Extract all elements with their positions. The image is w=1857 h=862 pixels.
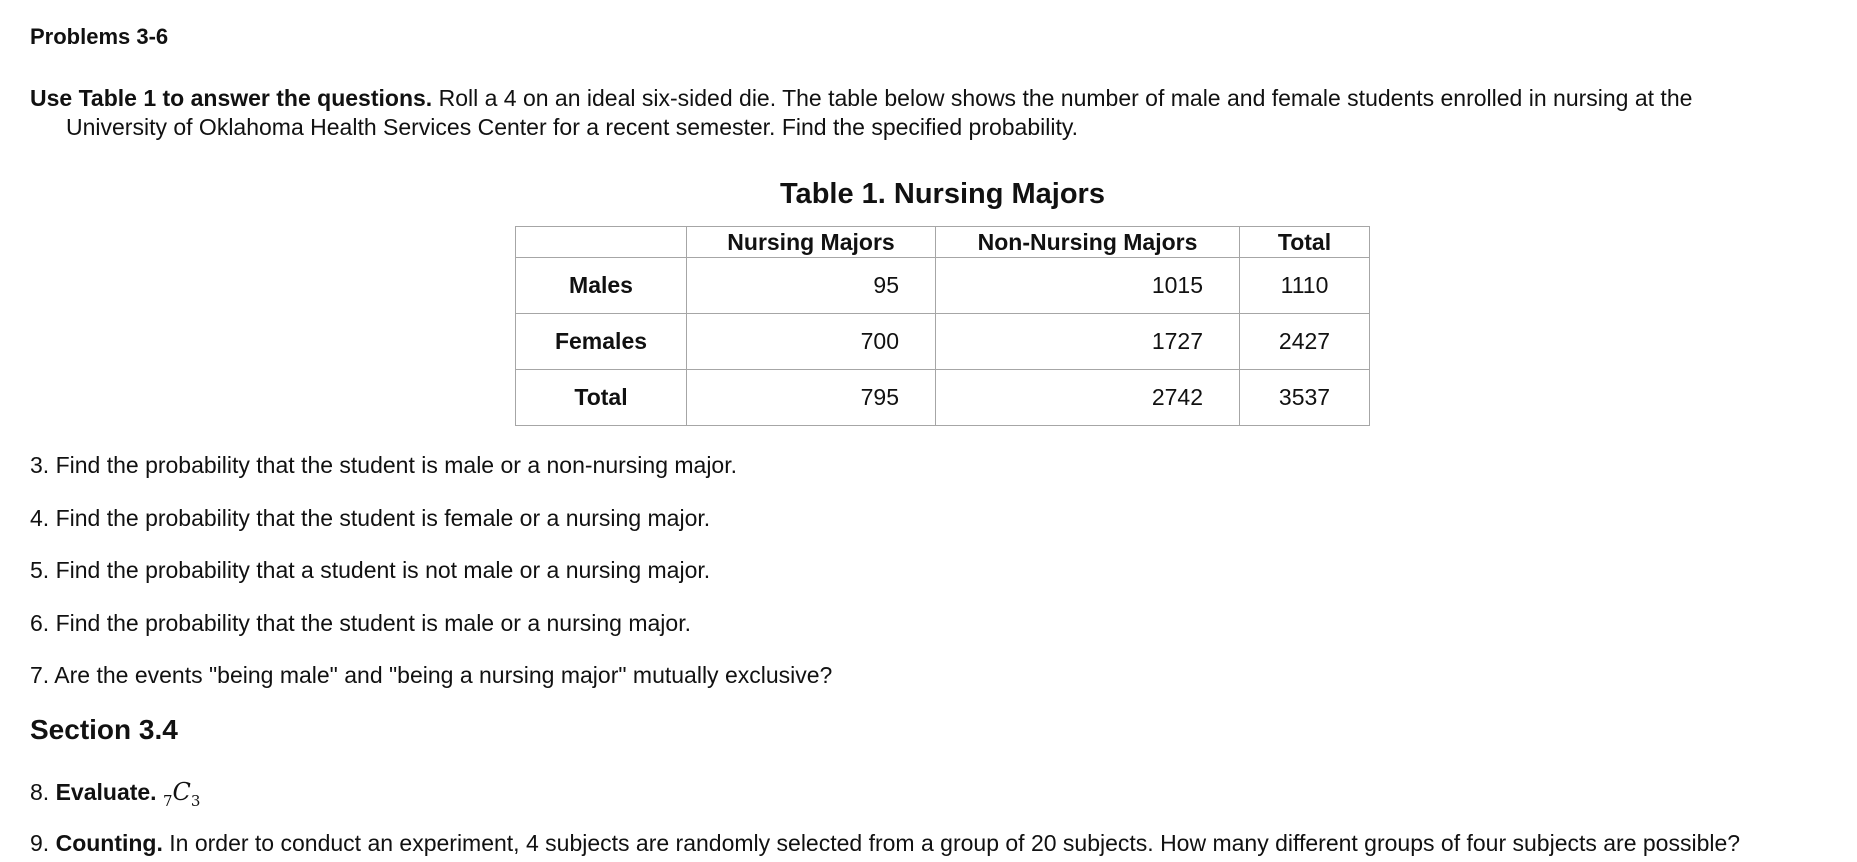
problems-title: Problems 3-6 (30, 24, 169, 49)
question-9-number: 9. (30, 830, 56, 856)
cell-males-total: 1110 (1240, 258, 1370, 314)
table-row (516, 314, 1370, 370)
intro-bold-lead: Use Table 1 to answer the questions. (30, 85, 433, 111)
table-caption: Table 1. Nursing Majors (780, 178, 1105, 210)
nursing-majors-table (515, 226, 1370, 426)
question-8-number: 8. (30, 779, 56, 805)
question-4: 4. Find the probability that the student is female or a nursing major. (30, 505, 711, 531)
question-5: 5. Find the probability that a student is not male or a nursing major. (30, 557, 711, 583)
row-label-females: Females (516, 314, 687, 370)
cell-males-non-nursing: 1015 (936, 258, 1240, 314)
question-7: 7. Are the events "being male" and "being a nursing major" mutually exclusive? (30, 662, 833, 688)
intro-paragraph (30, 84, 1820, 142)
question-9-bold: Counting. (55, 830, 163, 856)
intro-line-2: University of Oklahoma Health Services Center for a recent semester. Find the specified probability. (66, 114, 1079, 140)
combination-letter: C (172, 778, 191, 806)
cell-total-nursing: 795 (687, 370, 936, 426)
cell-females-nursing: 700 (687, 314, 936, 370)
section-heading: Section 3.4 (30, 714, 178, 745)
question-8 (30, 778, 200, 810)
header-non-nursing-majors: Non-Nursing Majors (936, 227, 1240, 258)
cell-total-non-nursing: 2742 (936, 370, 1240, 426)
table-row (516, 258, 1370, 314)
question-6: 6. Find the probability that the student is male or a nursing major. (30, 610, 691, 636)
question-3: 3. Find the probability that the student is male or a non-nursing major. (30, 452, 738, 478)
combination-n: 7 (162, 791, 173, 810)
cell-males-nursing: 95 (687, 258, 936, 314)
table-header-row (516, 227, 1370, 258)
row-label-total: Total (516, 370, 687, 426)
question-9-text: In order to conduct an experiment, 4 subjects are randomly selected from a group of 20 subjects. How many different groups of four subjects are possible? (162, 830, 1741, 856)
table-row (516, 370, 1370, 426)
cell-females-total: 2427 (1240, 314, 1370, 370)
combination-expression (162, 778, 201, 810)
combination-r: 3 (190, 791, 201, 810)
header-blank-cell (516, 227, 687, 258)
cell-females-non-nursing: 1727 (936, 314, 1240, 370)
header-total: Total (1240, 227, 1370, 258)
header-nursing-majors: Nursing Majors (687, 227, 936, 258)
question-9 (30, 830, 1740, 857)
row-label-males: Males (516, 258, 687, 314)
cell-total-total: 3537 (1240, 370, 1370, 426)
intro-line-1: Roll a 4 on an ideal six-sided die. The table below shows the number of male and female students enrolled in nursing at the (432, 85, 1693, 111)
question-8-bold: Evaluate. (55, 779, 157, 805)
